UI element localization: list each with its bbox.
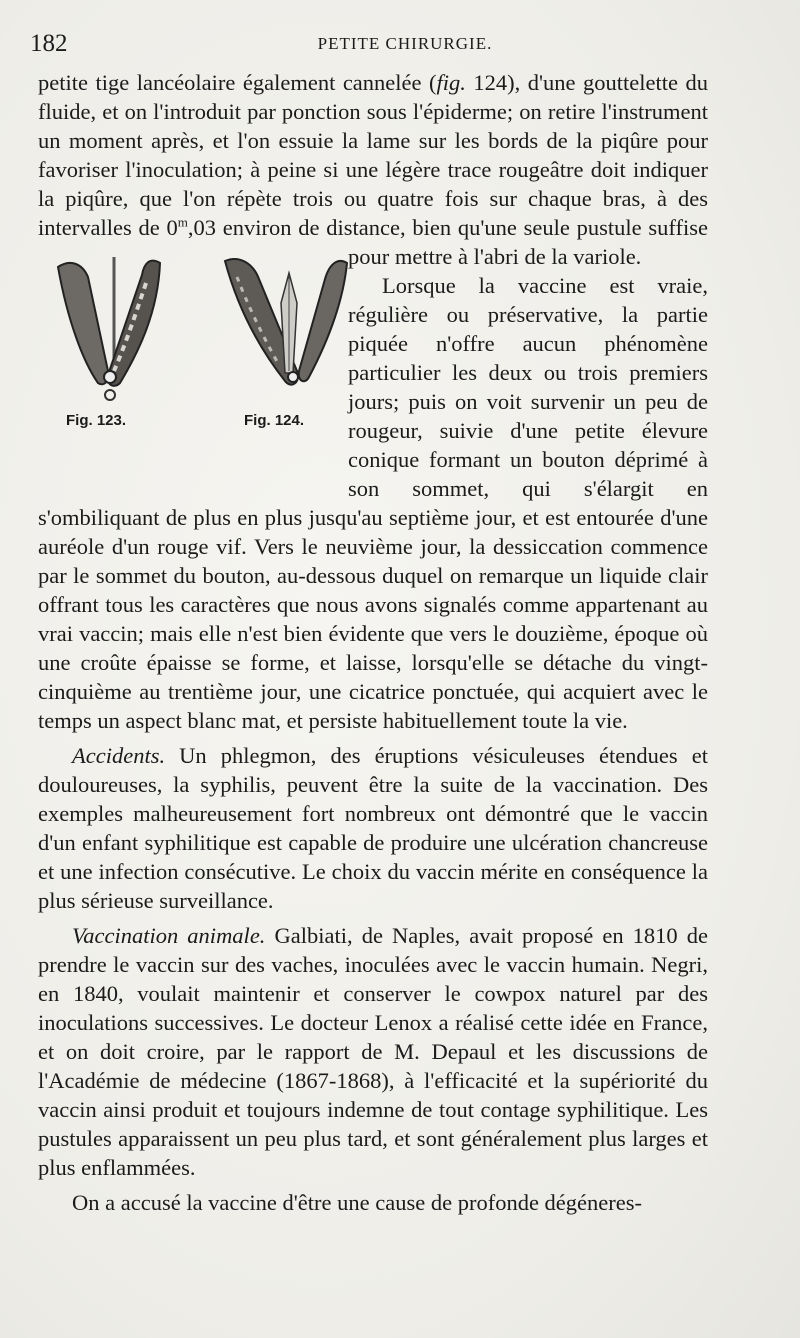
p3-lead: Accidents. [72, 743, 166, 768]
p1-superscript: m [177, 214, 188, 230]
paragraph-4 [38, 921, 708, 1182]
p4-lead: Vaccination animale. [72, 923, 266, 948]
p1-figure-ref: fig. [436, 70, 466, 95]
paragraph-3 [38, 741, 708, 915]
paragraph-2: Lorsque la vaccine est vraie, régulière ou préservative, la partie piquée n'offre aucun phénomène particulier les deux ou trois premiers jours; puis on voit survenir un peu de rougeur, suivie d'une petite élevure conique formant un bouton déprimé à son sommet, qui s'élargit en s'ombiliquant de plus en plus jusqu'au septième jour, et est entourée d'une auréole d'un rouge vif. Vers le neuvième jour, la dessiccation commence par le sommet du bouton, au-dessous duquel on remarque un liquide clair offrant tous les caractères que nous avons signalés comme appartenant au vrai vaccin; mais elle n'est bien évidente que vers le douzième, époque où une croûte épaisse se forme, et laisse, lorsqu'elle se détache du vingt-cinquième au trentième jour, une cicatrice ponctuée, qui acquiert avec le temps un aspect blanc mat, et persiste habituellement toute la vie. [38, 273, 708, 733]
lancet-fig-124-illustration [213, 253, 353, 413]
p4-text: Galbiati, de Naples, avait proposé en 1810 de prendre le vaccin sur des vaches, inoculées avec le vaccin humain. Negri, en 1840, voulait maintenir et conserver le cowpox naturel par des inoculations successives. Le docteur Lenox a réalisé cette idée en France, et on doit croire, par le rapport de M. Depaul et les discussions de l'Académie de médecine (1867-1868), à l'efficacité et la supériorité du vaccin ainsi produit et toujours indemne de tout contage syphilitique. Les pustules apparaissent un peu plus tard, et sont généralement plus larges et plus enflammées. [38, 923, 708, 1180]
p1-text-pre: petite tige lancéolaire également cannelée ( [38, 70, 437, 95]
figure-lancets [38, 213, 348, 501]
page-header [30, 30, 780, 64]
body-text [38, 68, 708, 1217]
running-title: PETITE CHIRURGIE. [317, 34, 493, 53]
figure-caption-123: Fig. 123. [66, 412, 127, 429]
page-number: 182 [30, 30, 68, 57]
lancet-fig-123-illustration [48, 253, 188, 413]
p1-text-post: 124), d'une gouttelette du fluide, et on l'introduit par ponction sous l'épiderme; on retire l'instrument un moment après, et l'on essuie la lame sur les bords de la piqûre pour favoriser l'inoculation; à peine si une légère trace rougeâtre doit indiquer la piqûre, que l'on répète trois ou quatre fois sur chaque bras, à des intervalles de 0 [38, 70, 708, 240]
paragraph-1 [38, 68, 708, 429]
p1-text-end: ,03 environ de distance, bien qu'une seule pustule suffise pour mettre à l'abri de la variole. [187, 215, 708, 269]
p3-text: Un phlegmon, des éruptions vésiculeuses étendues et douloureuses, la syphilis, peuvent être la suite de la vaccination. Des exemples malheureusement fort nombreux ont démontré que le vaccin d'un enfant syphilitique est capable de produire une ulcération chancreuse et une infection consécutive. Le choix du vaccin mérite en conséquence la plus sérieuse surveillance. [38, 743, 708, 913]
figure-caption-124: Fig. 124. [244, 412, 305, 429]
paragraph-5: On a accusé la vaccine d'être une cause de profonde dégéneres- [72, 1190, 642, 1215]
